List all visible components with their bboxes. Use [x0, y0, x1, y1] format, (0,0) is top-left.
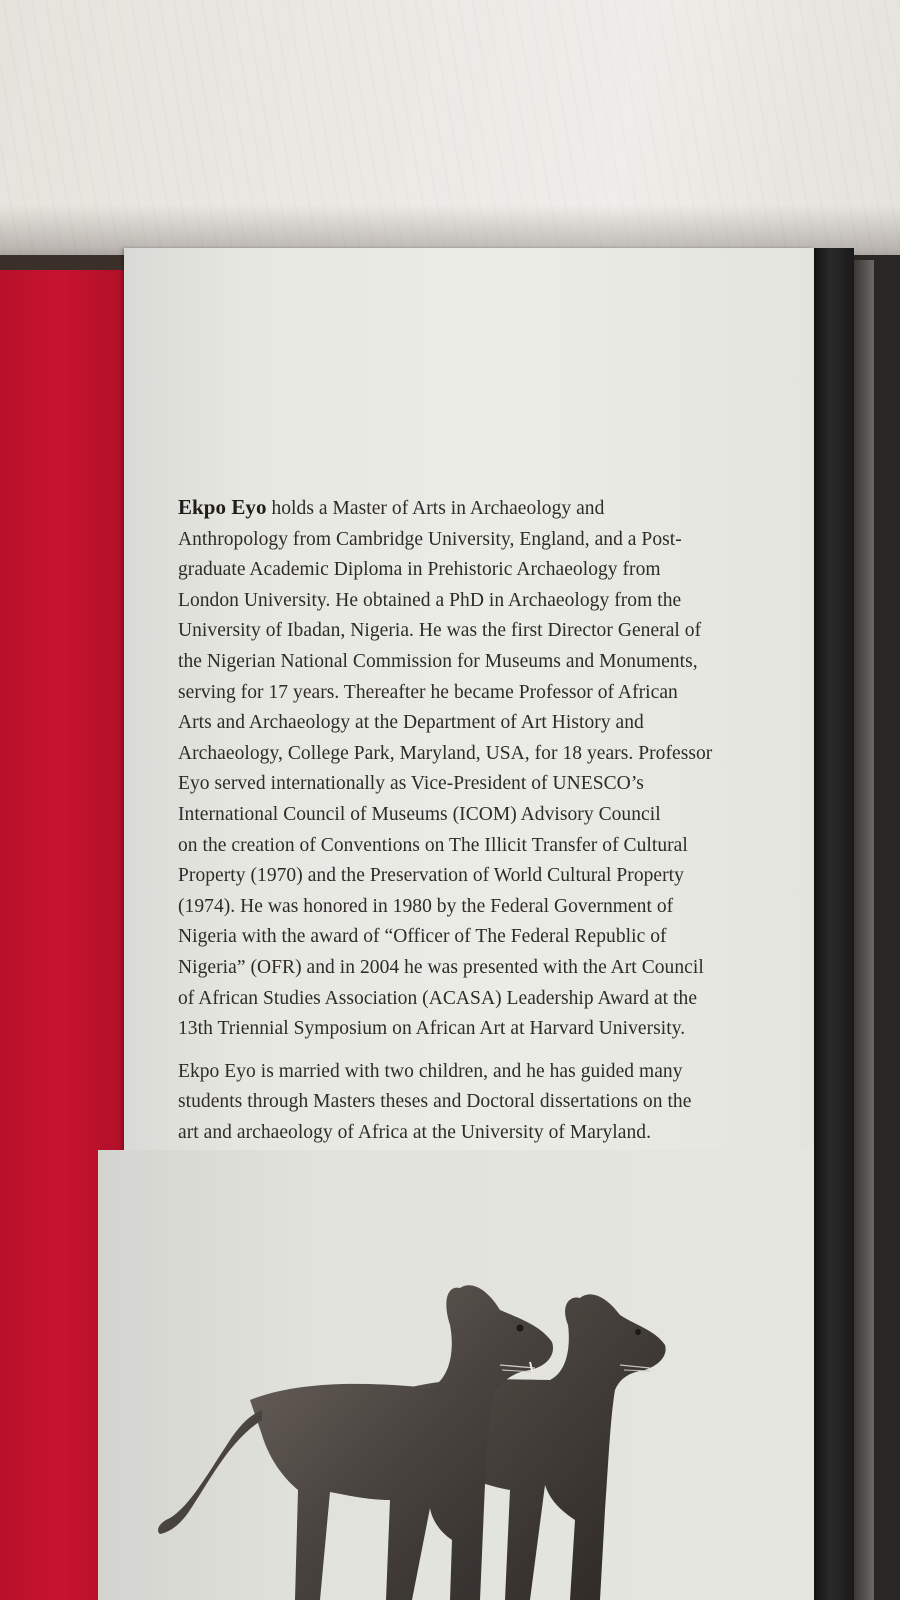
bio-line: (1974). He was honored in 1980 by the Federal Government of — [178, 895, 674, 917]
bio-line: art and archaeology of Africa at the University of Maryland. — [178, 1121, 651, 1143]
bio-line: the Nigerian National Commission for Museums and Monuments, — [178, 650, 698, 672]
bio-line: London University. He obtained a PhD in Archaeology from the — [178, 589, 682, 611]
bronze-leopard-pair-icon — [150, 1270, 710, 1600]
bio-line: Property (1970) and the Preservation of World Cultural Property — [178, 865, 684, 887]
bio-line: Anthropology from Cambridge University, England, and a Post- — [178, 528, 682, 550]
bio-paragraph-2 — [178, 1057, 758, 1149]
bio-line: students through Masters theses and Doctoral dissertations on the — [178, 1091, 692, 1113]
author-name: Ekpo Eyo — [178, 495, 267, 519]
bio-line: serving for 17 years. Thereafter he became Professor of African — [178, 681, 678, 703]
spine-outer-edge — [854, 260, 874, 1600]
bio-line-text: holds a Master of Arts in Archaeology and — [266, 498, 605, 519]
bio-line: 13th Triennial Symposium on African Art at Harvard University. — [178, 1018, 686, 1040]
bio-line: International Council of Museums (ICOM) Advisory Council — [178, 803, 661, 825]
bio-line: Nigeria with the award of “Officer of The Federal Republic of — [178, 926, 667, 948]
cover-top-edge — [0, 255, 124, 270]
bio-line: of African Studies Association (ACASA) Leadership Award at the — [178, 987, 698, 1009]
bio-line: on the creation of Conventions on The Illicit Transfer of Cultural — [178, 834, 688, 856]
black-spine — [814, 248, 854, 1600]
bio-line: Ekpo Eyo is married with two children, and he has guided many — [178, 1060, 683, 1082]
bio-line: Nigeria” (OFR) and in 2004 he was presented with the Art Council — [178, 956, 704, 978]
bio-line: Eyo served internationally as Vice-President of UNESCO’s — [178, 773, 644, 795]
author-bio — [178, 492, 758, 1160]
bio-line: Arts and Archaeology at the Department of Art History and — [178, 712, 644, 734]
bio-line: University of Ibadan, Nigeria. He was the first Director General of — [178, 620, 702, 642]
bio-paragraph-1 — [178, 492, 758, 1045]
bio-line: Archaeology, College Park, Maryland, USA, for 18 years. Professor — [178, 742, 713, 764]
bio-line: graduate Academic Diploma in Prehistoric Archaeology from — [178, 559, 661, 581]
bio-line — [178, 492, 758, 525]
